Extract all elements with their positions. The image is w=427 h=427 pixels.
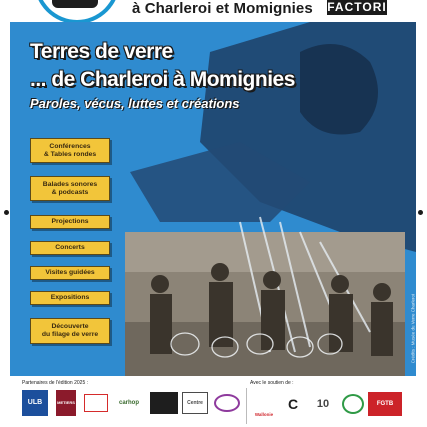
partners-divider [246,388,247,424]
partner-circle-logo[interactable] [214,394,240,412]
event-logo-mark [52,0,98,8]
partner-swoosh-logo[interactable] [84,394,108,412]
poster [10,22,416,376]
support-label: Avec le soutien de : [250,380,294,386]
menu-filage-verre[interactable]: Découverte du filage de verre [30,318,110,344]
menu-expositions[interactable]: Expositions [30,291,110,305]
menu-conferences[interactable]: Conférences & Tables rondes [30,138,110,163]
photo-credit: Crédits : Musée du Verre Charleroi [410,294,415,364]
partners-label: Partenaires de l'édition 2025 : [22,380,88,386]
carhop-logo[interactable]: carhop [114,392,144,414]
menu-balades-sonores[interactable]: Balades sonores & podcasts [30,176,110,201]
quai10-logo[interactable]: 10 [310,390,336,418]
poster-tagline: Paroles, vécus, luttes et créations [30,96,240,111]
centre-logo[interactable]: Centre [182,392,208,414]
menu-projections[interactable]: Projections [30,215,110,229]
ulb-logo[interactable]: ULB [22,390,48,416]
partner-green-logo[interactable] [342,394,364,414]
menu-visites-guidees[interactable]: Visites guidées [30,266,110,280]
factori-logo: FACTORI [327,0,387,14]
crop-mark-right [418,210,423,215]
menu-concerts[interactable]: Concerts [30,241,110,255]
metiers-logo[interactable]: METIERS [56,390,76,416]
poster-title-line2: ... de Charleroi à Momignies [30,68,295,91]
crop-mark-left [4,210,9,215]
poster-title-line1: Terres de verre [30,40,173,63]
fgtb-logo[interactable]: FGTB [368,392,402,416]
partners-strip [10,376,416,427]
partner-bird-logo[interactable] [150,392,178,414]
header-subtitle: à Charleroi et Momignies [132,0,313,17]
wallonie-logo[interactable]: Wallonie [252,390,276,418]
charleroi-logo[interactable]: C [282,390,304,418]
